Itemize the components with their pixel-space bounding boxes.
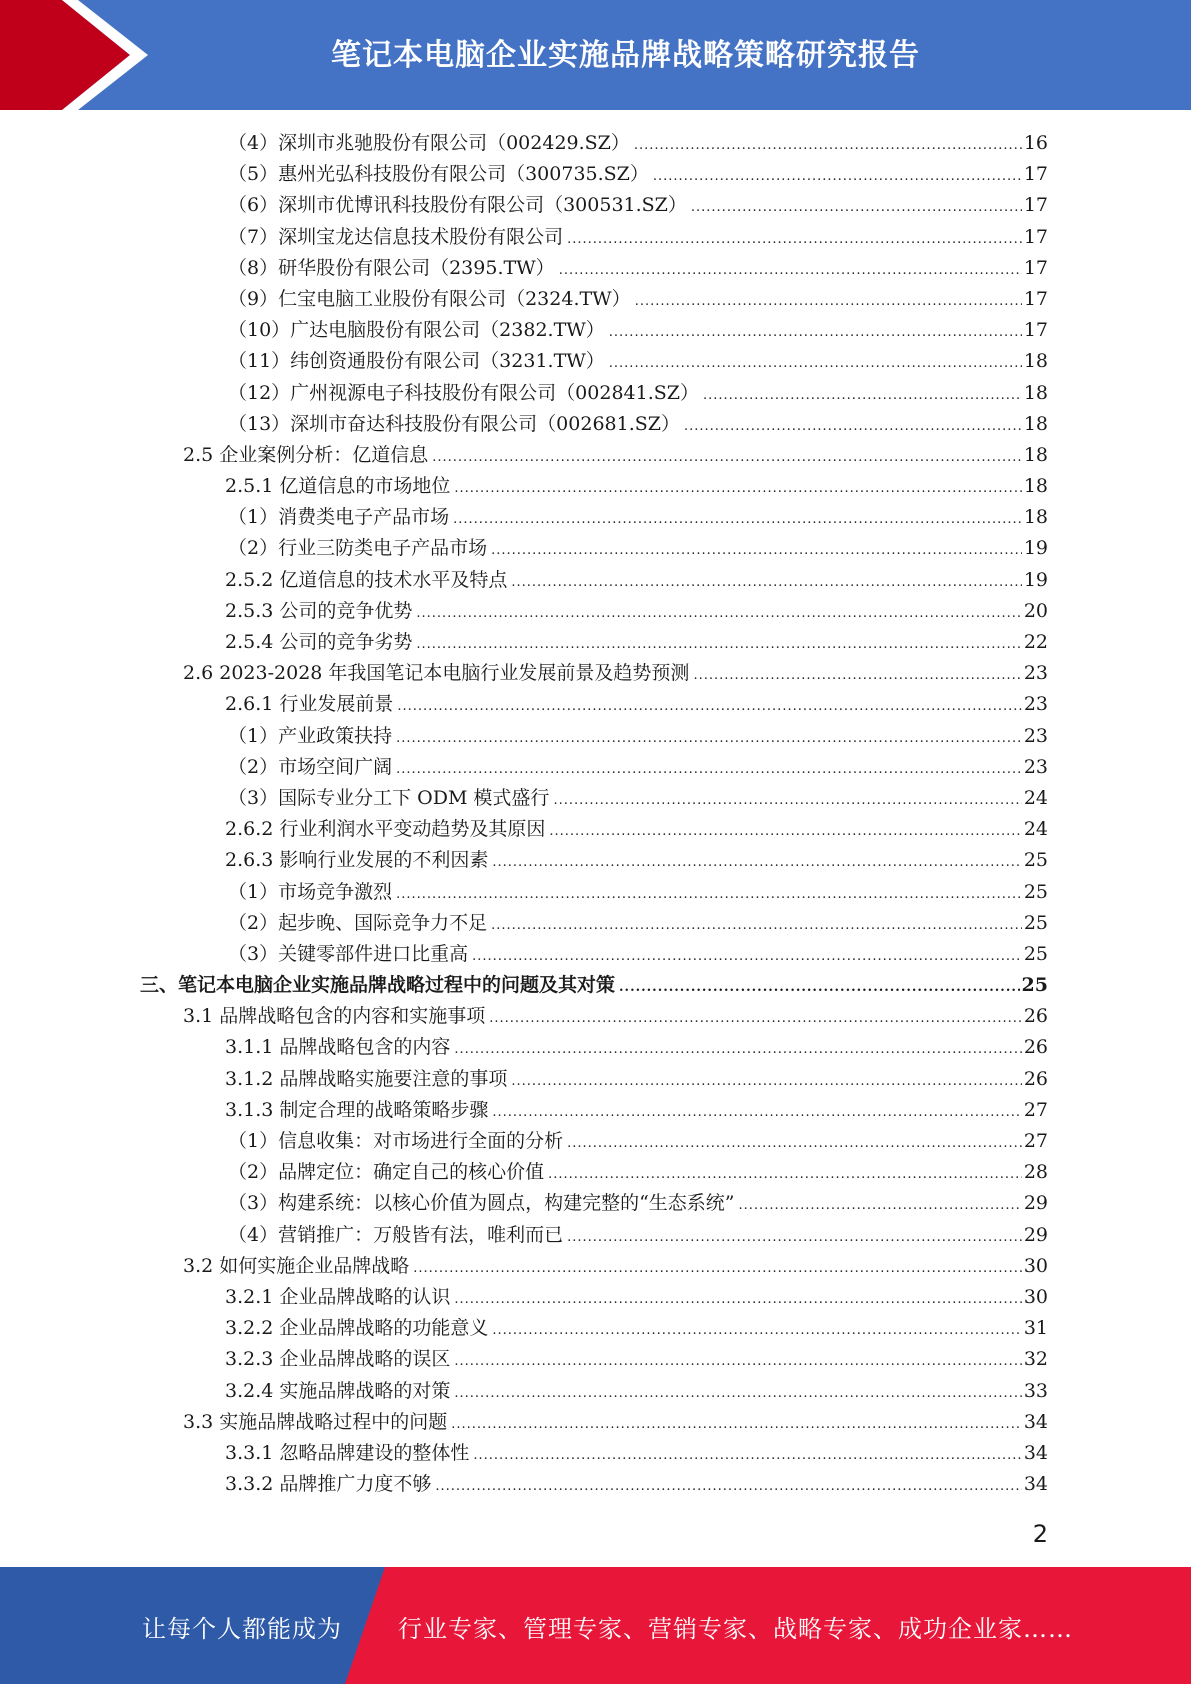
toc-entry-title: 3.1.3 制定合理的战略策略步骤: [225, 1098, 489, 1121]
toc-dot-leader: [473, 1440, 1021, 1471]
toc-entry-page: 18: [1023, 506, 1048, 529]
toc-dot-leader: [397, 691, 1021, 722]
toc-dot-leader: [635, 286, 1022, 317]
footer-slogan-right: 行业专家、管理专家、营销专家、战略专家、成功企业家……: [398, 1615, 1073, 1643]
toc-entry-title: 2.5.1 亿道信息的市场地位: [225, 475, 451, 498]
toc-entry[interactable]: [140, 658, 1048, 689]
toc-entry-title: （1）产业政策扶持: [228, 724, 393, 747]
table-of-contents: [140, 128, 1048, 1500]
toc-entry[interactable]: [140, 190, 1048, 221]
toc-entry[interactable]: [140, 783, 1048, 814]
toc-entry-title: 3.1 品牌战略包含的内容和实施事项: [183, 1005, 486, 1028]
toc-entry-title: （6）深圳市优博讯科技股份有限公司（300531.SZ）: [228, 194, 687, 217]
toc-entry[interactable]: [140, 253, 1048, 284]
toc-entry[interactable]: [140, 1313, 1048, 1344]
toc-entry-page: 34: [1023, 1473, 1048, 1496]
toc-entry-page: 25: [1023, 942, 1048, 965]
toc-dot-leader: [609, 348, 1022, 379]
toc-entry[interactable]: [140, 1001, 1048, 1032]
toc-entry[interactable]: [140, 814, 1048, 845]
toc-dot-leader: [492, 1097, 1021, 1128]
toc-dot-leader: [492, 1315, 1021, 1346]
toc-entry-title: （1）消费类电子产品市场: [228, 506, 450, 529]
toc-entry-title: （10）广达电脑股份有限公司（2382.TW）: [228, 319, 605, 342]
toc-entry-page: 17: [1023, 194, 1048, 217]
toc-dot-leader: [454, 1284, 1021, 1315]
toc-entry-title: （2）起步晚、国际竞争力不足: [228, 911, 488, 934]
toc-dot-leader: [489, 1003, 1022, 1034]
toc-entry[interactable]: [140, 752, 1048, 783]
toc-entry[interactable]: [140, 1376, 1048, 1407]
toc-dot-leader: [396, 754, 1022, 785]
toc-entry-title: （1）市场竞争激烈: [228, 880, 393, 903]
footer-banner: [0, 1567, 1191, 1684]
toc-entry[interactable]: [140, 939, 1048, 970]
toc-entry[interactable]: [140, 159, 1048, 190]
toc-dot-leader: [472, 941, 1022, 972]
toc-entry-page: 18: [1023, 475, 1048, 498]
report-header: [0, 0, 1191, 110]
toc-entry[interactable]: [140, 502, 1048, 533]
toc-entry-title: 3.1.1 品牌战略包含的内容: [225, 1036, 451, 1059]
toc-entry-title: 2.5 企业案例分析：亿道信息: [183, 443, 429, 466]
toc-entry-title: 3.3 实施品牌战略过程中的问题: [183, 1410, 448, 1433]
toc-entry-page: 18: [1023, 350, 1048, 373]
toc-entry-page: 17: [1023, 163, 1048, 186]
report-title: 笔记本电脑企业实施品牌战略策略研究报告: [331, 38, 920, 73]
toc-entry-title: 2.5.4 公司的竞争劣势: [225, 631, 413, 653]
toc-dot-leader: [491, 535, 1022, 566]
toc-dot-leader: [703, 380, 1022, 411]
toc-entry-title: 3.2.2 企业品牌战略的功能意义: [225, 1317, 489, 1340]
toc-entry[interactable]: [140, 1188, 1048, 1219]
toc-entry-page: 32: [1023, 1348, 1048, 1371]
toc-entry-page: 16: [1023, 132, 1048, 154]
toc-entry-page: 26: [1023, 1005, 1048, 1028]
toc-entry-title: 2.6.1 行业发展前景: [225, 693, 394, 716]
toc-dot-leader: [416, 598, 1021, 629]
toc-entry-title: 三、笔记本电脑企业实施品牌战略过程中的问题及其对策: [140, 974, 616, 997]
toc-entry[interactable]: [140, 1095, 1048, 1126]
toc-entry-title: 3.3.2 品牌推广力度不够: [225, 1473, 432, 1496]
toc-entry-title: （3）构建系统：以核心价值为圆点，构建完整的“生态系统”: [228, 1192, 735, 1215]
toc-entry-title: 3.2.3 企业品牌战略的误区: [225, 1348, 451, 1371]
toc-dot-leader: [511, 567, 1021, 598]
toc-entry-title: （7）深圳宝龙达信息技术股份有限公司: [228, 225, 564, 248]
toc-entry-page: 23: [1023, 724, 1048, 747]
toc-entry[interactable]: [140, 845, 1048, 876]
toc-entry[interactable]: [140, 1032, 1048, 1063]
toc-dot-leader: [453, 504, 1022, 535]
toc-entry-title: 3.2.1 企业品牌战略的认识: [225, 1285, 451, 1308]
toc-entry-title: 2.6.3 影响行业发展的不利因素: [225, 849, 489, 872]
toc-dot-leader: [454, 1346, 1021, 1377]
toc-entry-page: 29: [1023, 1192, 1048, 1215]
toc-entry-page: 22: [1023, 631, 1048, 653]
toc-dot-leader: [396, 723, 1022, 754]
toc-entry[interactable]: [140, 565, 1048, 596]
toc-entry-page: 27: [1023, 1098, 1048, 1121]
toc-entry-title: （4）深圳市兆驰股份有限公司（002429.SZ）: [228, 132, 630, 154]
toc-entry[interactable]: [140, 1126, 1048, 1157]
toc-dot-leader: [684, 411, 1022, 442]
toc-entry-title: （9）仁宝电脑工业股份有限公司（2324.TW）: [228, 287, 631, 310]
toc-dot-leader: [432, 442, 1022, 473]
toc-dot-leader: [454, 1378, 1021, 1409]
toc-entry-page: 18: [1023, 443, 1048, 466]
toc-entry-title: （11）纬创资通股份有限公司（3231.TW）: [228, 350, 605, 373]
toc-entry-page: 25: [1023, 911, 1048, 934]
toc-entry[interactable]: [140, 1282, 1048, 1313]
toc-entry[interactable]: [140, 689, 1048, 720]
toc-entry-page: 26: [1023, 1067, 1048, 1090]
toc-dot-leader: [653, 161, 1022, 192]
toc-dot-leader: [693, 660, 1021, 691]
toc-entry-page: 23: [1023, 755, 1048, 778]
toc-entry-page: 17: [1023, 287, 1048, 310]
toc-entry-title: （2）品牌定位：确定自己的核心价值: [228, 1161, 545, 1184]
toc-entry-title: （3）关键零部件进口比重高: [228, 942, 469, 965]
toc-entry-page: 28: [1023, 1161, 1048, 1184]
toc-entry-title: （13）深圳市奋达科技股份有限公司（002681.SZ）: [228, 412, 680, 435]
toc-entry-title: （5）惠州光弘科技股份有限公司（300735.SZ）: [228, 163, 649, 186]
toc-entry[interactable]: [140, 440, 1048, 471]
toc-entry[interactable]: [140, 970, 1048, 1001]
toc-entry[interactable]: [140, 721, 1048, 752]
toc-entry-page: 24: [1023, 818, 1048, 841]
toc-dot-leader: [567, 1222, 1022, 1253]
toc-entry[interactable]: [140, 1407, 1048, 1438]
toc-dot-leader: [739, 1190, 1022, 1221]
toc-entry-page: 19: [1023, 568, 1048, 591]
toc-entry[interactable]: [140, 596, 1048, 627]
toc-dot-leader: [548, 1159, 1022, 1190]
toc-entry[interactable]: [140, 1220, 1048, 1251]
toc-entry-page: 18: [1023, 412, 1048, 435]
toc-entry[interactable]: [140, 627, 1048, 658]
toc-entry-page: 34: [1023, 1441, 1048, 1464]
toc-entry-page: 17: [1023, 225, 1048, 248]
toc-entry[interactable]: [140, 346, 1048, 377]
toc-dot-leader: [492, 847, 1021, 878]
toc-entry[interactable]: [140, 315, 1048, 346]
toc-dot-leader: [609, 317, 1022, 348]
toc-entry-page: 31: [1023, 1317, 1048, 1340]
toc-entry-page: 29: [1023, 1223, 1048, 1246]
toc-entry-page: 26: [1023, 1036, 1048, 1059]
toc-entry-title: （2）行业三防类电子产品市场: [228, 537, 488, 560]
toc-entry-title: （12）广州视源电子科技股份有限公司（002841.SZ）: [228, 381, 699, 404]
toc-entry-page: 19: [1023, 537, 1048, 560]
toc-entry-title: （3）国际专业分工下 ODM 模式盛行: [228, 786, 550, 809]
toc-entry[interactable]: [140, 1344, 1048, 1375]
toc-entry-page: 20: [1023, 599, 1048, 622]
toc-entry-title: 3.1.2 品牌战略实施要注意的事项: [225, 1067, 508, 1090]
toc-entry-title: 2.5.2 亿道信息的技术水平及特点: [225, 568, 508, 591]
toc-entry-page: 17: [1023, 319, 1048, 342]
toc-entry-title: （8）研华股份有限公司（2395.TW）: [228, 256, 555, 279]
toc-entry-page: 18: [1023, 381, 1048, 404]
toc-entry-title: 3.3.1 忽略品牌建设的整体性: [225, 1441, 470, 1464]
toc-entry-page: 23: [1023, 693, 1048, 716]
toc-entry-page: 24: [1023, 786, 1048, 809]
toc-entry-title: （1）信息收集：对市场进行全面的分析: [228, 1130, 564, 1152]
footer-slogan-left: 让每个人都能成为: [142, 1615, 342, 1643]
toc-dot-leader: [511, 1066, 1021, 1097]
toc-entry-title: 2.6.2 行业利润水平变动趋势及其原因: [225, 818, 546, 841]
toc-entry-page: 23: [1023, 662, 1048, 685]
toc-dot-leader: [413, 1253, 1022, 1284]
toc-entry[interactable]: [140, 908, 1048, 939]
toc-dot-leader: [435, 1471, 1021, 1502]
toc-dot-leader: [396, 879, 1022, 910]
toc-dot-leader: [619, 972, 1020, 1003]
toc-dot-leader: [454, 1034, 1021, 1065]
toc-entry[interactable]: [140, 1438, 1048, 1469]
toc-entry[interactable]: [140, 471, 1048, 502]
toc-entry-page: 27: [1023, 1130, 1048, 1152]
toc-entry-page: 30: [1023, 1254, 1048, 1277]
toc-entry-title: 3.2.4 实施品牌战略的对策: [225, 1379, 451, 1402]
toc-entry[interactable]: [140, 222, 1048, 253]
toc-dot-leader: [451, 1409, 1022, 1440]
toc-entry-title: 2.5.3 公司的竞争优势: [225, 599, 413, 622]
toc-dot-leader: [454, 473, 1021, 504]
toc-entry[interactable]: [140, 533, 1048, 564]
toc-entry-title: （4）营销推广：万般皆有法，唯利而已: [228, 1223, 564, 1246]
toc-entry-page: 30: [1023, 1285, 1048, 1308]
toc-entry-page: 34: [1023, 1410, 1048, 1433]
toc-entry[interactable]: [140, 877, 1048, 908]
toc-entry[interactable]: [140, 409, 1048, 440]
toc-entry-page: 25: [1023, 880, 1048, 903]
toc-entry-page: 25: [1021, 974, 1048, 997]
toc-dot-leader: [491, 910, 1022, 941]
toc-dot-leader: [549, 816, 1021, 847]
toc-dot-leader: [416, 629, 1021, 660]
toc-dot-leader: [691, 192, 1022, 223]
toc-dot-leader: [553, 785, 1021, 816]
toc-entry-page: 25: [1023, 849, 1048, 872]
toc-entry[interactable]: [140, 128, 1048, 159]
toc-entry-title: 2.6 2023-2028 年我国笔记本电脑行业发展前景及趋势预测: [183, 662, 690, 685]
toc-dot-leader: [634, 130, 1022, 161]
toc-entry[interactable]: [140, 378, 1048, 409]
toc-entry[interactable]: [140, 1157, 1048, 1188]
toc-entry[interactable]: [140, 1251, 1048, 1282]
toc-dot-leader: [559, 255, 1022, 286]
toc-entry[interactable]: [140, 284, 1048, 315]
toc-dot-leader: [567, 224, 1022, 255]
page-number: 2: [1032, 1520, 1048, 1548]
toc-dot-leader: [567, 1128, 1022, 1159]
toc-entry-title: 3.2 如何实施企业品牌战略: [183, 1254, 410, 1277]
toc-entry[interactable]: [140, 1064, 1048, 1095]
toc-entry-title: （2）市场空间广阔: [228, 755, 393, 778]
toc-entry-page: 33: [1023, 1379, 1048, 1402]
toc-entry[interactable]: [140, 1469, 1048, 1500]
toc-entry-page: 17: [1023, 256, 1048, 279]
